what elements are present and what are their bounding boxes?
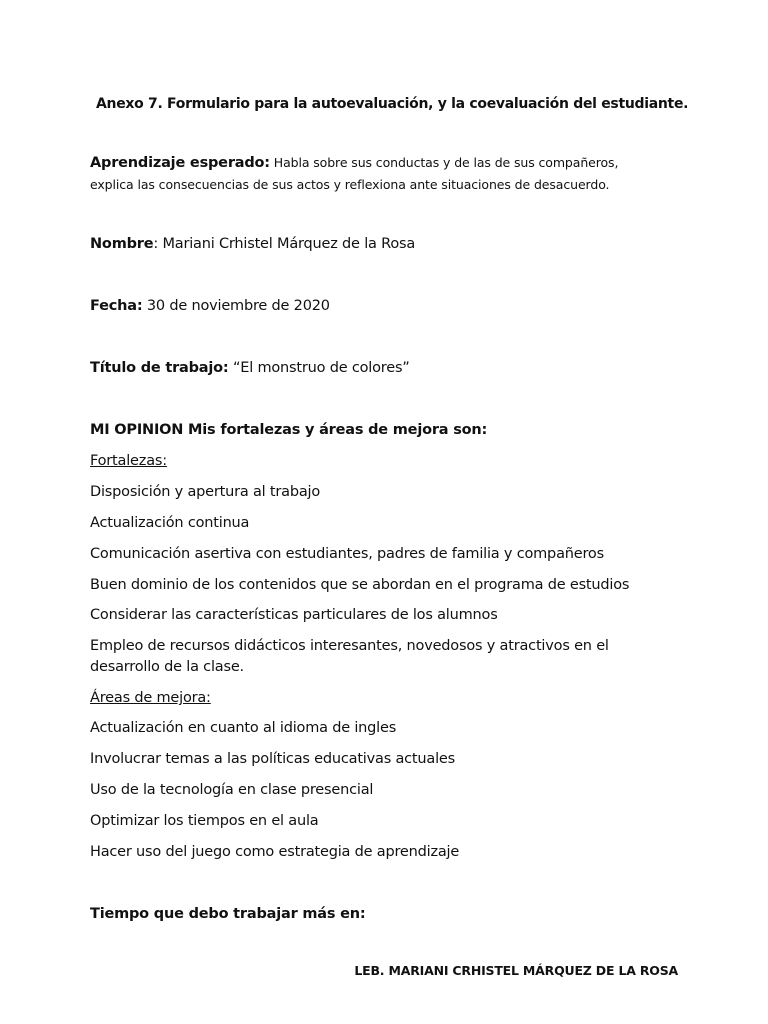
fortalezas-heading: Fortalezas:	[90, 453, 167, 469]
fortaleza-item: Actualización continua	[90, 515, 250, 531]
titulo-label: Título de trabajo:	[90, 360, 229, 376]
nombre-value: : Mariani Crhistel Márquez de la Rosa	[153, 236, 416, 252]
aprendizaje-line-1	[90, 153, 618, 173]
area-mejora-item: Involucrar temas a las políticas educativas actuales	[90, 751, 455, 767]
aprendizaje-label: Aprendizaje esperado:	[90, 155, 270, 171]
fortaleza-item: desarrollo de la clase.	[90, 659, 244, 675]
area-mejora-item: Hacer uso del juego como estrategia de aprendizaje	[90, 844, 460, 860]
fortaleza-item: Empleo de recursos didácticos interesantes, novedosos y atractivos en el	[90, 638, 609, 654]
fecha-label: Fecha:	[90, 298, 143, 314]
titulo-value: “El monstruo de colores”	[228, 360, 410, 376]
fecha-value: 30 de noviembre de 2020	[142, 298, 330, 314]
titulo-line	[90, 358, 410, 378]
tiempo-heading: Tiempo que debo trabajar más en:	[90, 906, 366, 922]
fortaleza-item: Disposición y apertura al trabajo	[90, 484, 321, 500]
areas-mejora-heading: Áreas de mejora:	[90, 690, 211, 706]
opinion-heading: MI OPINION Mis fortalezas y áreas de mejora son:	[90, 422, 488, 438]
aprendizaje-text-2: explica las consecuencias de sus actos y reflexiona ante situaciones de desacuerdo.	[90, 177, 610, 192]
document-title: Anexo 7. Formulario para la autoevaluación, y la coevaluación del estudiante.	[96, 96, 689, 112]
aprendizaje-text-1: Habla sobre sus conductas y de las de sus compañeros,	[269, 155, 619, 170]
fortaleza-item: Buen dominio de los contenidos que se abordan en el programa de estudios	[90, 577, 630, 593]
fecha-line	[90, 296, 330, 316]
nombre-label: Nombre	[90, 236, 154, 252]
area-mejora-item: Actualización en cuanto al idioma de ingles	[90, 720, 397, 736]
fortaleza-item: Considerar las características particulares de los alumnos	[90, 607, 498, 623]
nombre-line	[90, 234, 415, 254]
footer-signature: LEB. MARIANI CRHISTEL MÁRQUEZ DE LA ROSA	[354, 963, 678, 978]
area-mejora-item: Optimizar los tiempos en el aula	[90, 813, 319, 829]
area-mejora-item: Uso de la tecnología en clase presencial	[90, 782, 374, 798]
fortaleza-item: Comunicación asertiva con estudiantes, padres de familia y compañeros	[90, 546, 604, 562]
